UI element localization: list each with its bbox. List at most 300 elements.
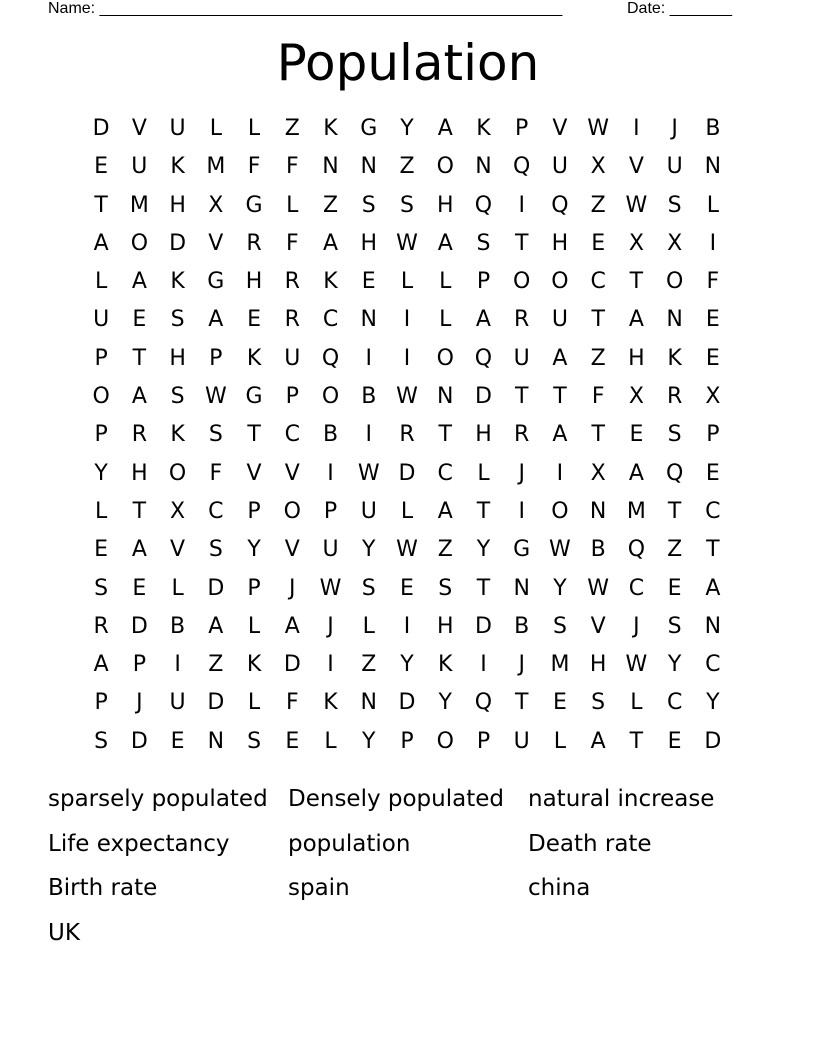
grid-letter: V: [552, 116, 568, 141]
grid-letter: K: [323, 690, 338, 716]
grid-row: [82, 416, 732, 454]
grid-letter: E: [132, 307, 147, 333]
grid-letter: I: [633, 116, 640, 141]
grid-letter: A: [131, 269, 147, 295]
grid-letter: Z: [590, 192, 606, 218]
grid-letter: T: [591, 422, 605, 448]
grid-letter: X: [590, 460, 606, 486]
grid-letter: S: [361, 575, 376, 601]
grid-letter: H: [131, 460, 148, 486]
grid-letter: U: [360, 498, 377, 524]
grid-letter: B: [590, 537, 606, 563]
word-list-item: UK: [48, 919, 80, 946]
grid-letter: C: [208, 498, 224, 524]
grid-letter: L: [477, 460, 490, 486]
grid-letter: S: [170, 307, 185, 333]
word-list-item: population: [288, 830, 411, 857]
grid-letter: A: [552, 345, 568, 371]
grid-letter: P: [323, 498, 338, 524]
grid-letter: S: [591, 690, 606, 716]
worksheet-header: [48, 0, 748, 20]
grid-letter: A: [437, 230, 453, 256]
page-title: Population: [276, 34, 540, 92]
grid-letter: J: [518, 652, 525, 678]
grid-letter: T: [629, 728, 644, 754]
grid-letter: Q: [474, 345, 493, 371]
grid-letter: W: [625, 652, 648, 678]
grid-letter: S: [247, 728, 262, 754]
grid-letter: R: [284, 307, 300, 333]
grid-letter: Y: [247, 537, 261, 563]
grid-letter: O: [321, 384, 340, 410]
grid-letter: P: [209, 345, 223, 371]
grid-letter: J: [327, 613, 334, 639]
grid-letter: O: [130, 230, 149, 256]
grid-letter: D: [130, 728, 148, 754]
grid-letter: J: [289, 575, 296, 601]
grid-letter: A: [628, 460, 644, 486]
grid-row: [82, 187, 732, 225]
grid-letter: I: [365, 345, 372, 371]
grid-letter: L: [286, 192, 299, 218]
grid-letter: C: [705, 498, 721, 524]
grid-letter: S: [170, 384, 185, 410]
grid-letter: T: [553, 384, 567, 410]
grid-letter: J: [136, 690, 143, 716]
grid-letter: W: [625, 192, 648, 218]
word-list-item: Death rate: [528, 830, 652, 857]
grid-letter: V: [284, 460, 300, 486]
grid-letter: A: [552, 422, 568, 448]
grid-letter: I: [403, 613, 411, 639]
grid-letter: S: [361, 192, 376, 218]
grid-letter: W: [396, 384, 418, 410]
grid-letter: Q: [474, 192, 493, 218]
grid-letter: V: [131, 116, 147, 141]
grid-letter: Q: [474, 690, 493, 716]
grid-letter: A: [208, 613, 224, 639]
grid-letter: O: [436, 728, 454, 754]
grid-letter: C: [705, 652, 721, 678]
grid-row: [82, 608, 732, 646]
grid-letter: C: [437, 460, 453, 486]
grid-letter: I: [518, 192, 525, 218]
grid-letter: L: [94, 498, 108, 524]
grid-letter: Y: [706, 690, 720, 716]
grid-letter: D: [398, 690, 416, 716]
grid-letter: O: [436, 345, 454, 371]
grid-letter: I: [480, 652, 487, 678]
grid-letter: P: [285, 384, 299, 410]
grid-letter: A: [322, 230, 339, 256]
word-list: [48, 777, 768, 955]
grid-letter: H: [475, 422, 492, 448]
grid-letter: P: [515, 116, 529, 141]
grid-letter: V: [590, 613, 606, 639]
grid-letter: Q: [665, 460, 684, 486]
word-list-item: sparsely populated: [48, 786, 268, 812]
grid-letter: S: [667, 192, 682, 218]
grid-letter: F: [247, 154, 261, 180]
word-search-grid: [82, 110, 732, 761]
grid-row: [82, 684, 732, 722]
name-field: [48, 0, 562, 18]
grid-letter: J: [671, 116, 678, 141]
grid-letter: T: [476, 498, 491, 524]
date-label: Date:: [627, 0, 666, 17]
grid-letter: E: [705, 307, 720, 333]
grid-letter: T: [514, 384, 529, 410]
grid-letter: H: [245, 269, 263, 295]
grid-letter: N: [207, 728, 225, 754]
grid-letter: S: [476, 230, 491, 256]
grid-letter: T: [247, 422, 261, 448]
grid-letter: U: [513, 728, 530, 754]
grid-letter: T: [514, 690, 529, 716]
grid-letter: X: [628, 230, 644, 256]
grid-letter: D: [283, 652, 301, 678]
grid-letter: A: [208, 307, 224, 333]
grid-letter: H: [628, 345, 645, 371]
grid-letter: Y: [94, 460, 108, 486]
grid-letter: S: [438, 575, 453, 601]
grid-letter: D: [474, 384, 492, 410]
grid-letter: Q: [321, 345, 340, 371]
grid-letter: R: [93, 613, 109, 639]
grid-letter: D: [398, 460, 416, 486]
grid-letter: B: [361, 384, 377, 410]
grid-row: [82, 110, 732, 148]
grid-row: [82, 723, 732, 761]
grid-letter: M: [626, 498, 646, 524]
grid-letter: Z: [322, 192, 339, 218]
grid-letter: I: [518, 498, 525, 524]
grid-letter: P: [706, 422, 720, 448]
grid-letter: R: [514, 307, 530, 333]
grid-letter: R: [284, 269, 300, 295]
grid-letter: X: [590, 154, 606, 180]
grid-letter: O: [551, 498, 569, 524]
grid-letter: D: [169, 230, 187, 256]
grid-letter: S: [400, 192, 414, 218]
grid-letter: Y: [438, 690, 452, 716]
grid-letter: I: [556, 460, 564, 486]
grid-letter: Z: [361, 652, 377, 678]
grid-letter: P: [94, 690, 108, 716]
grid-letter: H: [436, 192, 454, 218]
grid-letter: X: [705, 384, 721, 410]
name-blank-line: ____________________________________________________: [99, 0, 563, 17]
grid-letter: O: [283, 498, 301, 524]
grid-letter: P: [94, 345, 108, 371]
grid-letter: U: [93, 307, 110, 333]
grid-letter: Z: [667, 537, 683, 563]
grid-row: [82, 455, 732, 493]
grid-letter: Z: [284, 116, 300, 141]
grid-letter: J: [633, 613, 640, 639]
grid-letter: O: [436, 154, 454, 180]
grid-letter: P: [132, 652, 146, 678]
grid-letter: L: [247, 116, 261, 141]
grid-letter: F: [285, 690, 299, 716]
grid-letter: W: [204, 384, 227, 410]
grid-letter: S: [667, 422, 682, 448]
grid-letter: G: [207, 269, 225, 295]
grid-letter: T: [591, 307, 605, 333]
grid-letter: L: [439, 269, 452, 295]
grid-letter: Z: [590, 345, 606, 371]
grid-letter: E: [285, 728, 300, 754]
grid-row: [82, 493, 732, 531]
grid-letter: S: [552, 613, 567, 639]
grid-letter: T: [132, 498, 147, 524]
grid-letter: T: [706, 537, 720, 563]
word-list-item: natural increase: [528, 786, 715, 812]
grid-letter: C: [322, 307, 339, 333]
grid-letter: B: [322, 422, 339, 448]
grid-letter: Y: [553, 575, 567, 601]
grid-letter: N: [589, 498, 607, 524]
grid-letter: N: [322, 154, 339, 180]
grid-letter: L: [706, 192, 719, 218]
grid-letter: I: [327, 652, 334, 678]
grid-letter: T: [132, 345, 147, 371]
grid-letter: A: [590, 728, 606, 754]
grid-letter: Y: [400, 652, 414, 678]
grid-letter: K: [323, 269, 338, 295]
grid-letter: L: [630, 690, 643, 716]
grid-letter: O: [665, 269, 684, 295]
grid-row: [82, 263, 732, 301]
grid-letter: B: [705, 116, 721, 141]
grid-letter: C: [284, 422, 300, 448]
grid-letter: Y: [362, 728, 376, 754]
grid-letter: I: [403, 307, 411, 333]
grid-row: [82, 225, 732, 263]
word-list-item: Densely populated: [288, 786, 504, 812]
grid-row: [82, 570, 732, 608]
grid-letter: Y: [400, 116, 414, 141]
grid-letter: G: [245, 192, 263, 218]
grid-letter: I: [365, 422, 372, 448]
grid-letter: W: [396, 537, 418, 563]
grid-letter: W: [587, 575, 610, 601]
grid-letter: T: [438, 422, 452, 448]
grid-letter: O: [92, 384, 110, 410]
grid-letter: U: [551, 307, 568, 333]
grid-row: [82, 531, 732, 569]
grid-letter: M: [206, 154, 226, 180]
date-field: [627, 0, 732, 18]
grid-letter: P: [247, 575, 261, 601]
grid-letter: Z: [208, 652, 224, 678]
grid-letter: I: [709, 230, 717, 256]
grid-letter: Q: [551, 192, 569, 218]
grid-letter: W: [587, 116, 610, 141]
grid-letter: E: [94, 537, 109, 563]
grid-letter: T: [476, 575, 491, 601]
grid-letter: E: [132, 575, 147, 601]
grid-letter: S: [94, 575, 109, 601]
grid-letter: V: [208, 230, 224, 256]
grid-letter: E: [170, 728, 185, 754]
grid-row: [82, 340, 732, 378]
grid-letter: N: [360, 154, 377, 180]
grid-letter: H: [436, 613, 454, 639]
grid-letter: F: [591, 384, 605, 410]
grid-letter: S: [208, 537, 223, 563]
grid-letter: F: [285, 154, 299, 180]
grid-letter: K: [246, 652, 262, 678]
grid-letter: O: [168, 460, 187, 486]
grid-letter: Q: [627, 537, 646, 563]
grid-letter: D: [92, 116, 110, 141]
grid-letter: A: [93, 230, 109, 256]
grid-letter: N: [436, 384, 454, 410]
grid-letter: S: [208, 422, 223, 448]
grid-letter: L: [400, 269, 414, 295]
grid-letter: J: [518, 460, 525, 486]
grid-letter: U: [284, 345, 301, 371]
grid-letter: B: [170, 613, 186, 639]
grid-letter: L: [553, 728, 567, 754]
grid-letter: E: [705, 345, 720, 371]
grid-letter: L: [324, 728, 337, 754]
grid-letter: R: [666, 384, 683, 410]
grid-letter: A: [475, 307, 491, 333]
grid-letter: M: [129, 192, 149, 218]
word-list-item: Birth rate: [48, 875, 158, 901]
grid-letter: K: [170, 422, 185, 448]
grid-letter: R: [246, 230, 262, 256]
grid-letter: D: [474, 613, 492, 639]
grid-letter: U: [131, 154, 148, 180]
grid-letter: U: [169, 690, 186, 716]
grid-letter: W: [396, 230, 418, 256]
grid-letter: T: [629, 269, 644, 295]
grid-letter: T: [667, 498, 682, 524]
name-label: Name:: [48, 0, 96, 17]
grid-letter: H: [589, 652, 607, 678]
grid-letter: D: [130, 613, 148, 639]
grid-row: [82, 646, 732, 684]
grid-letter: K: [476, 116, 491, 141]
grid-letter: A: [705, 575, 721, 601]
grid-letter: L: [400, 498, 414, 524]
grid-letter: C: [628, 575, 645, 601]
grid-letter: E: [361, 269, 376, 295]
date-blank-line: _______: [669, 0, 732, 17]
grid-letter: N: [666, 307, 683, 333]
grid-letter: W: [357, 460, 380, 486]
grid-letter: O: [513, 269, 531, 295]
grid-letter: A: [628, 307, 644, 333]
grid-letter: A: [131, 384, 147, 410]
grid-letter: X: [667, 230, 683, 256]
grid-letter: Q: [513, 154, 531, 180]
grid-row: [82, 148, 732, 186]
grid-row: [82, 378, 732, 416]
grid-letter: K: [667, 345, 682, 371]
word-list-item: Life expectancy: [48, 830, 230, 857]
grid-letter: N: [704, 154, 722, 180]
grid-letter: N: [360, 690, 377, 716]
grid-letter: S: [94, 728, 109, 754]
grid-letter: E: [667, 728, 682, 754]
grid-letter: W: [549, 537, 571, 563]
grid-letter: L: [362, 613, 375, 639]
grid-letter: A: [284, 613, 300, 639]
grid-letter: I: [174, 652, 181, 678]
grid-letter: O: [551, 269, 569, 295]
grid-letter: R: [131, 422, 147, 448]
grid-letter: T: [514, 230, 529, 256]
grid-letter: X: [208, 192, 224, 218]
grid-letter: A: [437, 116, 453, 141]
grid-letter: K: [323, 116, 338, 141]
grid-letter: V: [246, 460, 262, 486]
grid-letter: H: [551, 230, 569, 256]
grid-letter: U: [666, 154, 683, 180]
grid-letter: Z: [399, 154, 415, 180]
grid-letter: F: [209, 460, 223, 486]
grid-letter: G: [513, 537, 531, 563]
grid-letter: Z: [437, 537, 453, 563]
grid-letter: E: [591, 230, 606, 256]
grid-letter: Y: [476, 537, 491, 563]
grid-row: [82, 301, 732, 339]
grid-letter: T: [94, 192, 108, 218]
grid-letter: V: [628, 154, 644, 180]
grid-letter: D: [207, 690, 225, 716]
grid-letter: K: [438, 652, 453, 678]
grid-letter: G: [245, 384, 263, 410]
grid-letter: B: [514, 613, 530, 639]
grid-letter: P: [476, 728, 491, 754]
grid-letter: F: [706, 269, 720, 295]
grid-letter: H: [360, 230, 378, 256]
grid-letter: R: [399, 422, 415, 448]
grid-letter: N: [360, 307, 377, 333]
grid-letter: D: [207, 575, 225, 601]
grid-letter: U: [322, 537, 339, 563]
grid-letter: I: [327, 460, 334, 486]
grid-letter: E: [94, 154, 109, 180]
grid-letter: L: [94, 269, 108, 295]
grid-letter: K: [246, 345, 262, 371]
grid-letter: U: [513, 345, 530, 371]
grid-letter: V: [170, 537, 186, 563]
grid-letter: X: [170, 498, 186, 524]
grid-letter: E: [667, 575, 682, 601]
grid-letter: H: [169, 192, 186, 218]
grid-letter: K: [170, 269, 185, 295]
grid-letter: C: [590, 269, 606, 295]
grid-letter: X: [628, 384, 644, 410]
grid-letter: E: [400, 575, 414, 601]
grid-letter: L: [247, 690, 261, 716]
grid-letter: U: [169, 116, 186, 141]
word-list-item: spain: [288, 875, 350, 901]
grid-letter: M: [550, 652, 570, 678]
grid-letter: C: [666, 690, 683, 716]
grid-letter: U: [551, 154, 568, 180]
grid-letter: N: [475, 154, 492, 180]
grid-letter: E: [705, 460, 720, 486]
grid-letter: P: [476, 269, 491, 295]
grid-letter: L: [209, 116, 222, 141]
grid-letter: E: [552, 690, 567, 716]
